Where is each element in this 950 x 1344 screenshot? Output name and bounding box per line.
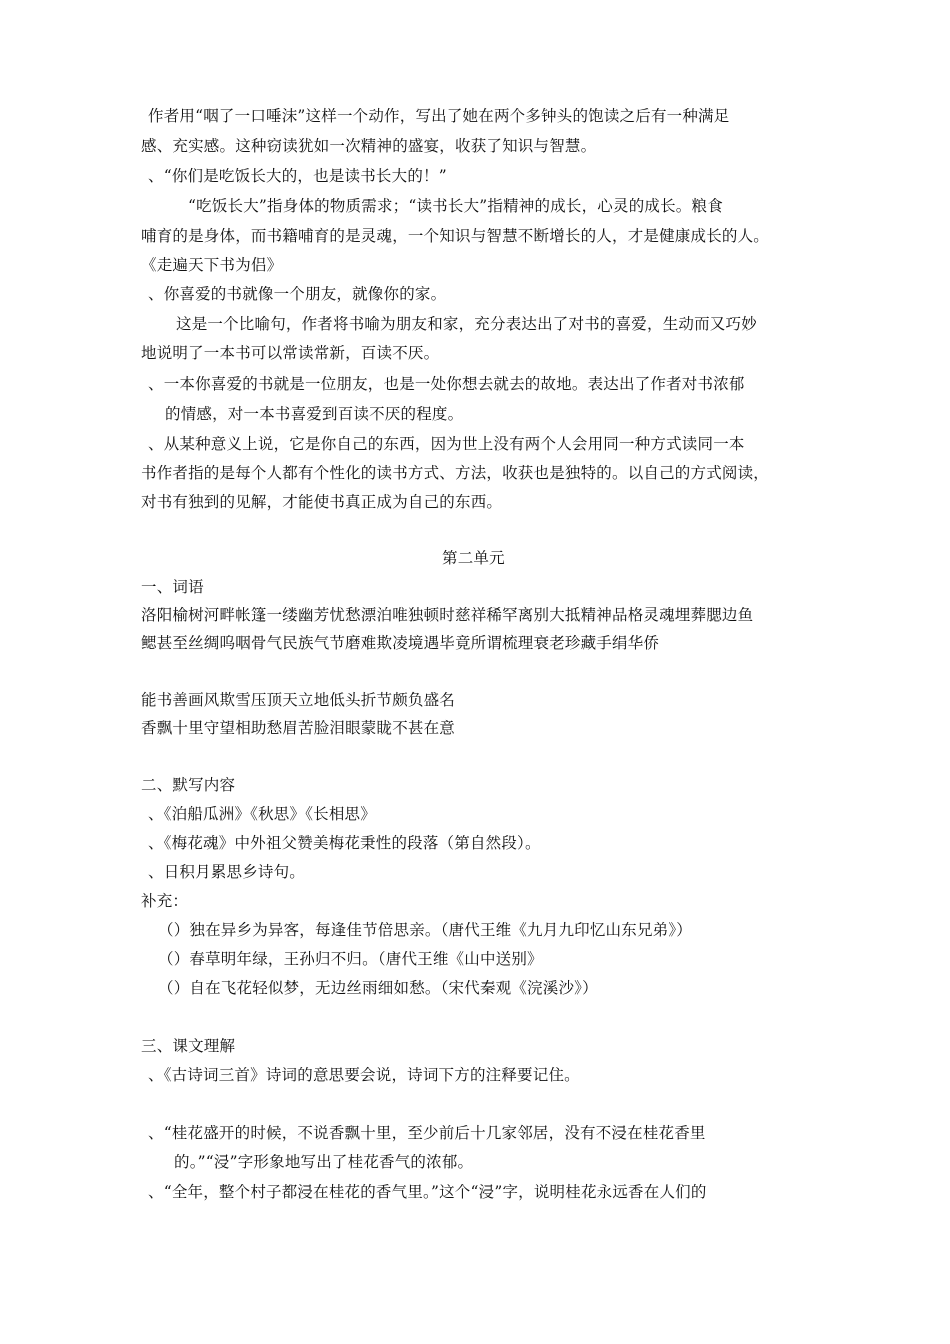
- poem-line: （）春草明年绿，王孙归不归。（唐代王维《山中送别》: [158, 950, 543, 968]
- text-line: 对书有独到的见解，才能使书真正成为自己的东西。: [141, 493, 503, 511]
- list-item: 、日积月累思乡诗句。: [148, 863, 306, 881]
- list-item: 、《梅花魂》中外祖父赞美梅花秉性的段落（第自然段）。: [148, 834, 541, 852]
- vocab-line: 洛阳榆树河畔帐篷一缕幽芳忧愁漂泊唯独顿时慈祥稀罕离别大抵精神品格灵魂埋葬腮边鱼: [141, 606, 754, 624]
- text-line: 作者用“咽了一口唾沫”这样一个动作，写出了她在两个多钟头的饱读之后有一种满足: [148, 107, 730, 125]
- list-item: 、一本你喜爱的书就是一位朋友，也是一处你想去就去的故地。表达出了作者对书浓郁: [148, 375, 745, 393]
- section-heading: 三、课文理解: [141, 1037, 236, 1055]
- poem-line: （）自在飞花轻似梦，无边丝雨细如愁。（宋代秦观《浣溪沙》）: [158, 979, 598, 997]
- vocab-line: 能书善画风欺雪压顶天立地低头折节颇负盛名: [141, 691, 456, 709]
- text-line: 哺育的是身体，而书籍哺育的是灵魂，一个知识与智慧不断增长的人，才是健康成长的人。: [141, 227, 770, 245]
- unit-title: 第二单元: [442, 549, 505, 567]
- text-line: 书作者指的是每个人都有个性化的读书方式、方法，收获也是独特的。以自己的方式阅读，: [141, 464, 770, 482]
- list-item: 、你喜爱的书就像一个朋友，就像你的家。: [148, 285, 447, 303]
- vocab-line: 香飘十里守望相助愁眉苦脸泪眼蒙眬不甚在意: [141, 719, 456, 737]
- supplement-label: 补充：: [141, 892, 189, 910]
- list-item: 、“全年，整个村子都浸在桂花的香气里。”这个“浸”字，说明桂花永远香在人们的: [148, 1183, 707, 1201]
- section-heading: 《走遍天下书为侣》: [141, 256, 283, 274]
- text-line: 地说明了一本书可以常读常新，百读不厌。: [141, 344, 440, 362]
- text-line: 这是一个比喻句，作者将书喻为朋友和家，充分表达出了对书的喜爱，生动而又巧妙: [176, 315, 757, 333]
- text-line: “吃饭长大”指身体的物质需求；“读书长大”指精神的成长，心灵的成长。粮食: [188, 197, 723, 215]
- list-item: 、《泊船瓜洲》《秋思》《长相思》: [148, 805, 376, 823]
- text-line: 的情感，对一本书喜爱到百读不厌的程度。: [165, 405, 464, 423]
- text-line: 的。”“浸”字形象地写出了桂花香气的浓郁。: [174, 1153, 474, 1171]
- section-heading: 一、词语: [141, 578, 204, 596]
- list-item: 、《古诗词三首》诗词的意思要会说，诗词下方的注释要记住。: [148, 1066, 580, 1084]
- list-item: 、从某种意义上说，它是你自己的东西，因为世上没有两个人会用同一种方式读同一本: [148, 435, 745, 453]
- vocab-line: 鳃甚至丝绸呜咽骨气民族气节磨难欺凌境遇毕竟所谓梳理衰老珍藏手绢华侨: [141, 634, 660, 652]
- text-line: 感、充实感。这种窃读犹如一次精神的盛宴，收获了知识与智慧。: [141, 137, 597, 155]
- list-item: 、“你们是吃饭长大的，也是读书长大的！”: [148, 167, 447, 185]
- section-heading: 二、默写内容: [141, 776, 236, 794]
- poem-line: （）独在异乡为异客，每逢佳节倍思亲。（唐代王维《九月九印忆山东兄弟》）: [158, 921, 693, 939]
- list-item: 、“桂花盛开的时候，不说香飘十里，至少前后十几家邻居，没有不浸在桂花香里: [148, 1124, 706, 1142]
